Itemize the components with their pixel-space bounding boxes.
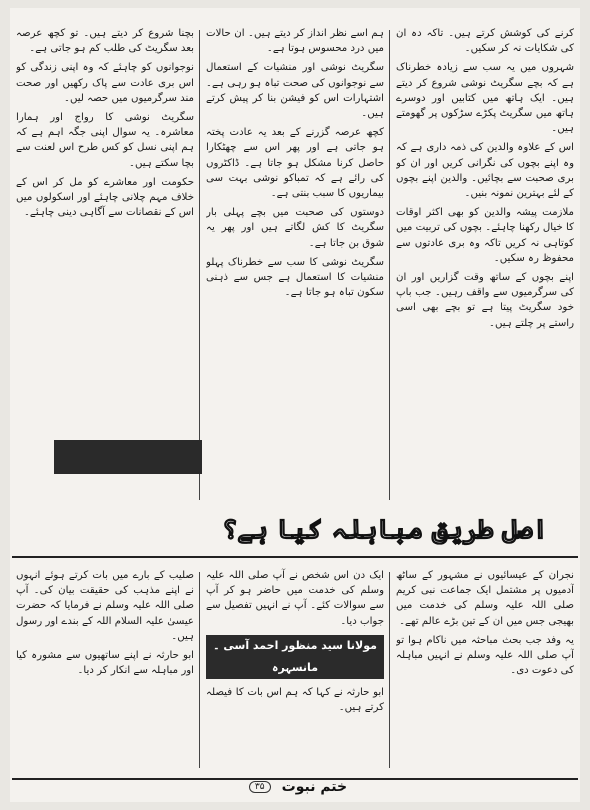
- column-divider: [199, 572, 200, 768]
- lower-column-left: [16, 568, 194, 773]
- article-lower: [10, 568, 580, 778]
- article-column-right: [396, 26, 574, 504]
- article-upper: [10, 8, 580, 508]
- article-title: اصل طریق مباہلہ کیا ہے؟: [222, 515, 548, 545]
- paragraph: حکومت اور معاشرے کو مل کر اس کے خلاف مہم چلانی چاہئے اور اسکولوں میں اس کے نقصانات سے آگاہی دینی چاہئے۔: [16, 176, 194, 219]
- paragraph: سگریٹ نوشی کا رواج اور ہمارا معاشرہ۔ یہ سوال اپنی جگہ اہم ہے کہ ہم اپنی نسل کو کس طرح اس لعنت سے بچا سکتے ہیں۔: [16, 112, 194, 169]
- author-name: مولانا سید منظور احمد آسی ۔ مانسہرہ: [206, 635, 384, 679]
- paragraph: اپنے بچوں کے ساتھ وقت گزاریں اور ان کی سرگرمیوں سے واقف رہیں۔ جب باپ خود سگریٹ پیتا ہے تو بچے بھی اسی راستے پر چلتے ہیں۔: [396, 272, 574, 329]
- paragraph: یہ وفد جب بحث مباحثہ میں ناکام ہوا تو آپ صلی اللہ علیہ وسلم نے انہیں مباہلہ کی دعوت دی۔: [396, 634, 574, 677]
- paragraph: ابو حارثہ نے کہا کہ ہم اس بات کا فیصلہ کرتے ہیں۔: [206, 686, 384, 714]
- paragraph: نجران کے عیسائیوں نے مشہور کے ساٹھ آدمیوں پر مشتمل ایک جماعت نبی کریم صلی اللہ علیہ وسلم کی خدمت میں بھیجی جس میں ان کے تین بڑے عالم تھے۔: [396, 570, 574, 627]
- paragraph: صلیب کے بارے میں بات کرتے ہوئے انہوں نے اپنے مذہب کی حقیقت بیان کی۔ آپ صلی اللہ علیہ وسلم نے فرمایا کہ حضرت عیسیٰ علیہ السلام اللہ کے بندے اور رسول ہیں۔: [16, 570, 194, 642]
- lower-column-middle: [206, 568, 384, 773]
- article-column-middle: [206, 26, 384, 504]
- paragraph: ہم اسے نظر انداز کر دیتے ہیں۔ ان حالات میں درد محسوس ہوتا ہے۔: [206, 28, 384, 55]
- page-footer: [10, 776, 580, 798]
- paragraph: دوستوں کی صحبت میں بچے پہلی بار سگریٹ کا کش لگاتے ہیں اور پھر یہ شوق بن جاتا ہے۔: [206, 207, 384, 249]
- paragraph: ابو حارثہ نے اپنے ساتھیوں سے مشورہ کیا اور مباہلہ سے انکار کر دیا۔: [16, 650, 194, 677]
- paragraph: ایک دن اس شخص نے آپ صلی اللہ علیہ وسلم کی خدمت میں حاضر ہو کر آپ سے سوالات کئے۔ آپ نے انہیں تفصیل سے جواب دیا۔: [206, 570, 384, 627]
- paragraph: اس کے علاوہ والدین کی ذمہ داری ہے کہ وہ اپنے بچوں کی نگرانی کریں اور ان کو بری صحبت سے بچائیں۔ والدین اپنے بچوں کے لئے بہترین نمونہ بنیں۔: [396, 142, 574, 200]
- decorative-block: [54, 440, 202, 474]
- lower-column-right: [396, 568, 574, 773]
- paragraph: شہروں میں یہ سب سے زیادہ خطرناک ہے کہ بچے سگریٹ نوشی شروع کر دیتے ہیں۔ ایک ہاتھ میں کتابیں اور دوسرے ہاتھ میں سگریٹ پکڑے سڑکوں پر گھومتے ہیں۔: [396, 62, 574, 135]
- section-divider: [12, 556, 578, 558]
- page-number: ۳۵: [249, 781, 271, 793]
- column-divider: [199, 30, 200, 500]
- article-column-left: [16, 26, 194, 504]
- magazine-name: ختم نبوت: [281, 779, 348, 795]
- column-divider: [389, 30, 390, 500]
- magazine-page: [10, 8, 580, 802]
- paragraph: بچنا شروع کر دیتے ہیں۔ تو کچھ عرصہ بعد سگریٹ کی طلب کم ہو جاتی ہے۔: [16, 28, 194, 55]
- paragraph: ملازمت پیشہ والدین کو بھی اکثر اوقات کا خیال رکھنا چاہئے۔ بچوں کی تربیت میں کوتاہی نہ کریں تاکہ وہ بری عادتوں سے محفوظ رہ سکیں۔: [396, 207, 574, 264]
- column-divider: [389, 572, 390, 768]
- paragraph: نوجوانوں کو چاہئے کہ وہ اپنی زندگی کو اس بری عادت سے پاک رکھیں اور صحت مند سرگرمیوں میں حصہ لیں۔: [16, 62, 194, 104]
- paragraph: سگریٹ نوشی اور منشیات کے استعمال سے نوجوانوں کی صحت تباہ ہو رہی ہے۔ اشتہارات اس کو فیشن بنا کر پیش کرتے ہیں۔: [206, 62, 384, 120]
- paragraph: سگریٹ نوشی کا سب سے خطرناک پہلو منشیات کا استعمال ہے جس سے ذہنی سکون تباہ ہو جاتا ہے۔: [206, 256, 384, 299]
- paragraph: کچھ عرصہ گزرنے کے بعد یہ عادت پختہ ہو جاتی ہے اور پھر اس سے چھٹکارا حاصل کرنا مشکل ہو جاتا ہے۔ ڈاکٹروں کی رائے ہے کہ تمباکو نوشی بہت سی بیماریوں کا سبب بنتی ہے۔: [206, 127, 384, 200]
- paragraph: کرنے کی کوشش کرتے ہیں۔ تاکہ دہ ان کی شکایات نہ کر سکیں۔: [396, 28, 574, 55]
